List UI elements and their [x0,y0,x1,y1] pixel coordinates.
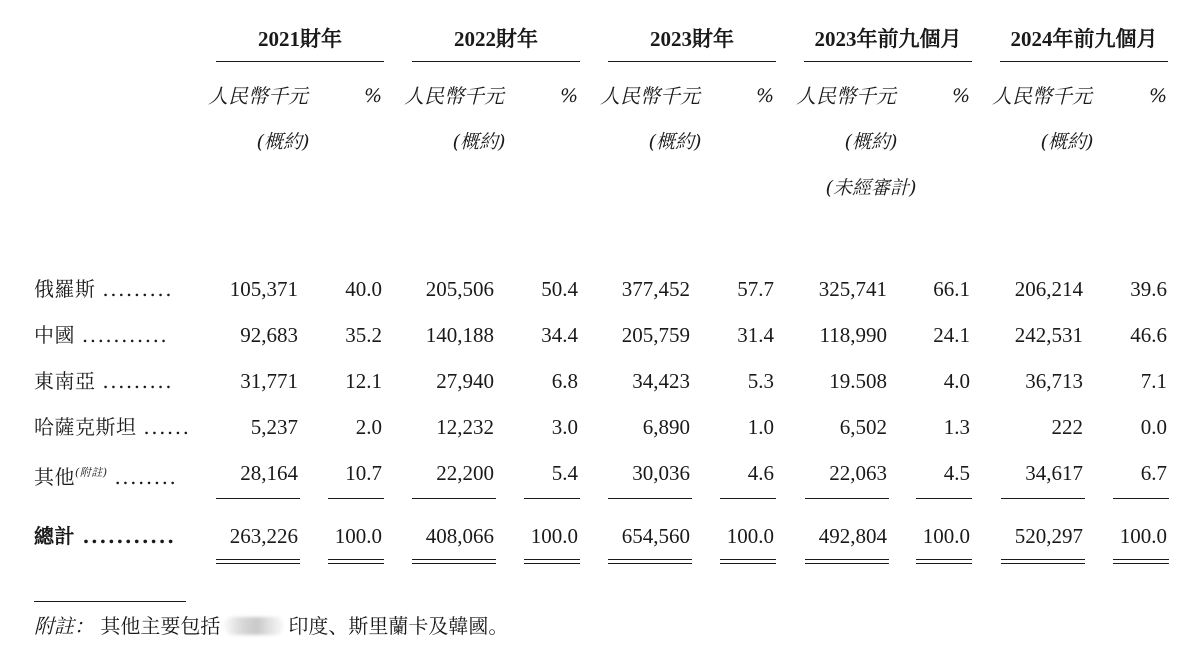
period-header-rule [608,61,776,62]
footnote [34,613,508,639]
period-header: 2023年前九個月 [814,27,962,51]
approx-label: (概約) [1040,131,1094,153]
total-percent-cell: 100.0 [334,524,382,548]
percent-label: % [363,85,382,107]
period-header: 2023財年 [650,27,734,51]
total-double-rule [1001,559,1085,564]
percent-label: % [1148,85,1167,107]
total-double-rule [412,559,496,564]
row-label [34,277,173,301]
region-name: 俄羅斯 [34,277,96,301]
percent-cell: 1.0 [747,415,774,439]
footnote-tag: 附註： [34,614,94,638]
leader-dots: ......... [102,369,174,393]
amount-cell: 27,940 [436,369,494,393]
amount-cell: 205,759 [621,323,690,347]
region-name: 哈薩克斯坦 [34,415,137,439]
amount-cell: 30,036 [632,461,690,485]
subtotal-rule [328,498,384,499]
percent-cell: 35.2 [345,323,382,347]
amount-cell: 22,200 [436,461,494,485]
leader-dots: ........... [82,524,176,548]
percent-cell: 4.0 [943,369,970,393]
amount-cell: 28,164 [240,461,298,485]
row-label [34,415,191,439]
percent-cell: 6.7 [1140,461,1167,485]
percent-cell: 57.7 [737,277,774,301]
redacted-mark [224,617,284,635]
total-percent-cell: 100.0 [1119,524,1167,548]
percent-cell: 5.3 [747,369,774,393]
amount-cell: 105,371 [229,277,298,301]
percent-cell: 50.4 [541,277,578,301]
percent-cell: 4.6 [747,461,774,485]
approx-label: (概約) [256,131,310,153]
note-ref: (附註) [75,466,108,479]
amount-cell: 6,502 [839,415,887,439]
period-header-rule [804,61,972,62]
total-double-rule [328,559,384,564]
percent-cell: 34.4 [541,323,578,347]
total-double-rule [524,559,580,564]
amount-cell: 34,617 [1025,461,1083,485]
amount-cell: 206,214 [1014,277,1083,301]
total-label [34,524,176,548]
region-name: 其他 [34,465,75,489]
approx-label: (概約) [452,131,506,153]
footnote-rule [34,601,186,602]
total-double-rule [216,559,300,564]
percent-cell: 4.5 [943,461,970,485]
footnote-text-before: 其他主要包括 [100,614,221,638]
amount-cell: 140,188 [425,323,494,347]
percent-label: % [755,85,774,107]
amount-cell: 22,063 [829,461,887,485]
subtotal-rule [216,498,300,499]
amount-cell: 34,423 [632,369,690,393]
unaudited-label: (未經審計) [825,177,917,199]
amount-cell: 242,531 [1014,323,1083,347]
amount-cell: 12,232 [436,415,494,439]
amount-cell: 31,771 [240,369,298,393]
percent-cell: 10.7 [345,461,382,485]
subtotal-rule [1001,498,1085,499]
subtotal-rule [720,498,776,499]
amount-cell: 118,990 [819,323,887,347]
subtotal-rule [524,498,580,499]
percent-label: % [951,85,970,107]
percent-cell: 3.0 [551,415,578,439]
percent-cell: 2.0 [355,415,382,439]
percent-cell: 6.8 [551,369,578,393]
total-double-rule [720,559,776,564]
amount-cell: 6,890 [642,415,690,439]
period-header: 2024年前九個月 [1010,27,1158,51]
approx-label: (概約) [648,131,702,153]
leader-dots: ...... [143,415,191,439]
percent-label: % [559,85,578,107]
total-percent-cell: 100.0 [726,524,774,548]
total-amount-cell: 520,297 [1014,524,1083,548]
percent-cell: 31.4 [737,323,774,347]
region-name: 總計 [34,524,75,548]
period-header: 2021財年 [258,27,342,51]
period-header: 2022財年 [454,27,538,51]
unit-label: 人民幣千元 [404,84,504,108]
total-double-rule [805,559,889,564]
percent-cell: 66.1 [933,277,970,301]
leader-dots: ........... [81,323,169,347]
total-percent-cell: 100.0 [530,524,578,548]
total-percent-cell: 100.0 [922,524,970,548]
period-header-rule [412,61,580,62]
total-amount-cell: 654,560 [621,524,690,548]
leader-dots: ......... [102,277,174,301]
unit-label: 人民幣千元 [992,84,1092,108]
total-amount-cell: 408,066 [425,524,494,548]
amount-cell: 205,506 [425,277,494,301]
amount-cell: 5,237 [250,415,298,439]
percent-cell: 46.6 [1130,323,1167,347]
percent-cell: 0.0 [1140,415,1167,439]
unit-label: 人民幣千元 [796,84,896,108]
region-name: 中國 [34,323,75,347]
footnote-text-after: 印度、斯里蘭卡及韓國。 [288,614,509,638]
period-header-rule [216,61,384,62]
approx-label: (概約) [844,131,898,153]
percent-cell: 1.3 [943,415,970,439]
leader-dots: ........ [114,465,178,489]
row-label [34,369,173,393]
total-double-rule [608,559,692,564]
percent-cell: 40.0 [345,277,382,301]
amount-cell: 325,741 [818,277,887,301]
amount-cell: 19.508 [829,369,887,393]
unit-label: 人民幣千元 [208,84,308,108]
total-amount-cell: 263,226 [229,524,298,548]
percent-cell: 24.1 [933,323,970,347]
subtotal-rule [916,498,972,499]
percent-cell: 12.1 [345,369,382,393]
amount-cell: 92,683 [240,323,298,347]
subtotal-rule [805,498,889,499]
amount-cell: 377,452 [621,277,690,301]
total-amount-cell: 492,804 [818,524,887,548]
subtotal-rule [1113,498,1169,499]
unit-label: 人民幣千元 [600,84,700,108]
period-header-rule [1000,61,1168,62]
percent-cell: 7.1 [1140,369,1167,393]
percent-cell: 5.4 [551,461,578,485]
amount-cell: 222 [1051,415,1083,439]
row-label [34,461,177,489]
percent-cell: 39.6 [1130,277,1167,301]
subtotal-rule [412,498,496,499]
row-label [34,323,168,347]
region-name: 東南亞 [34,369,96,393]
amount-cell: 36,713 [1025,369,1083,393]
total-double-rule [1113,559,1169,564]
subtotal-rule [608,498,692,499]
total-double-rule [916,559,972,564]
